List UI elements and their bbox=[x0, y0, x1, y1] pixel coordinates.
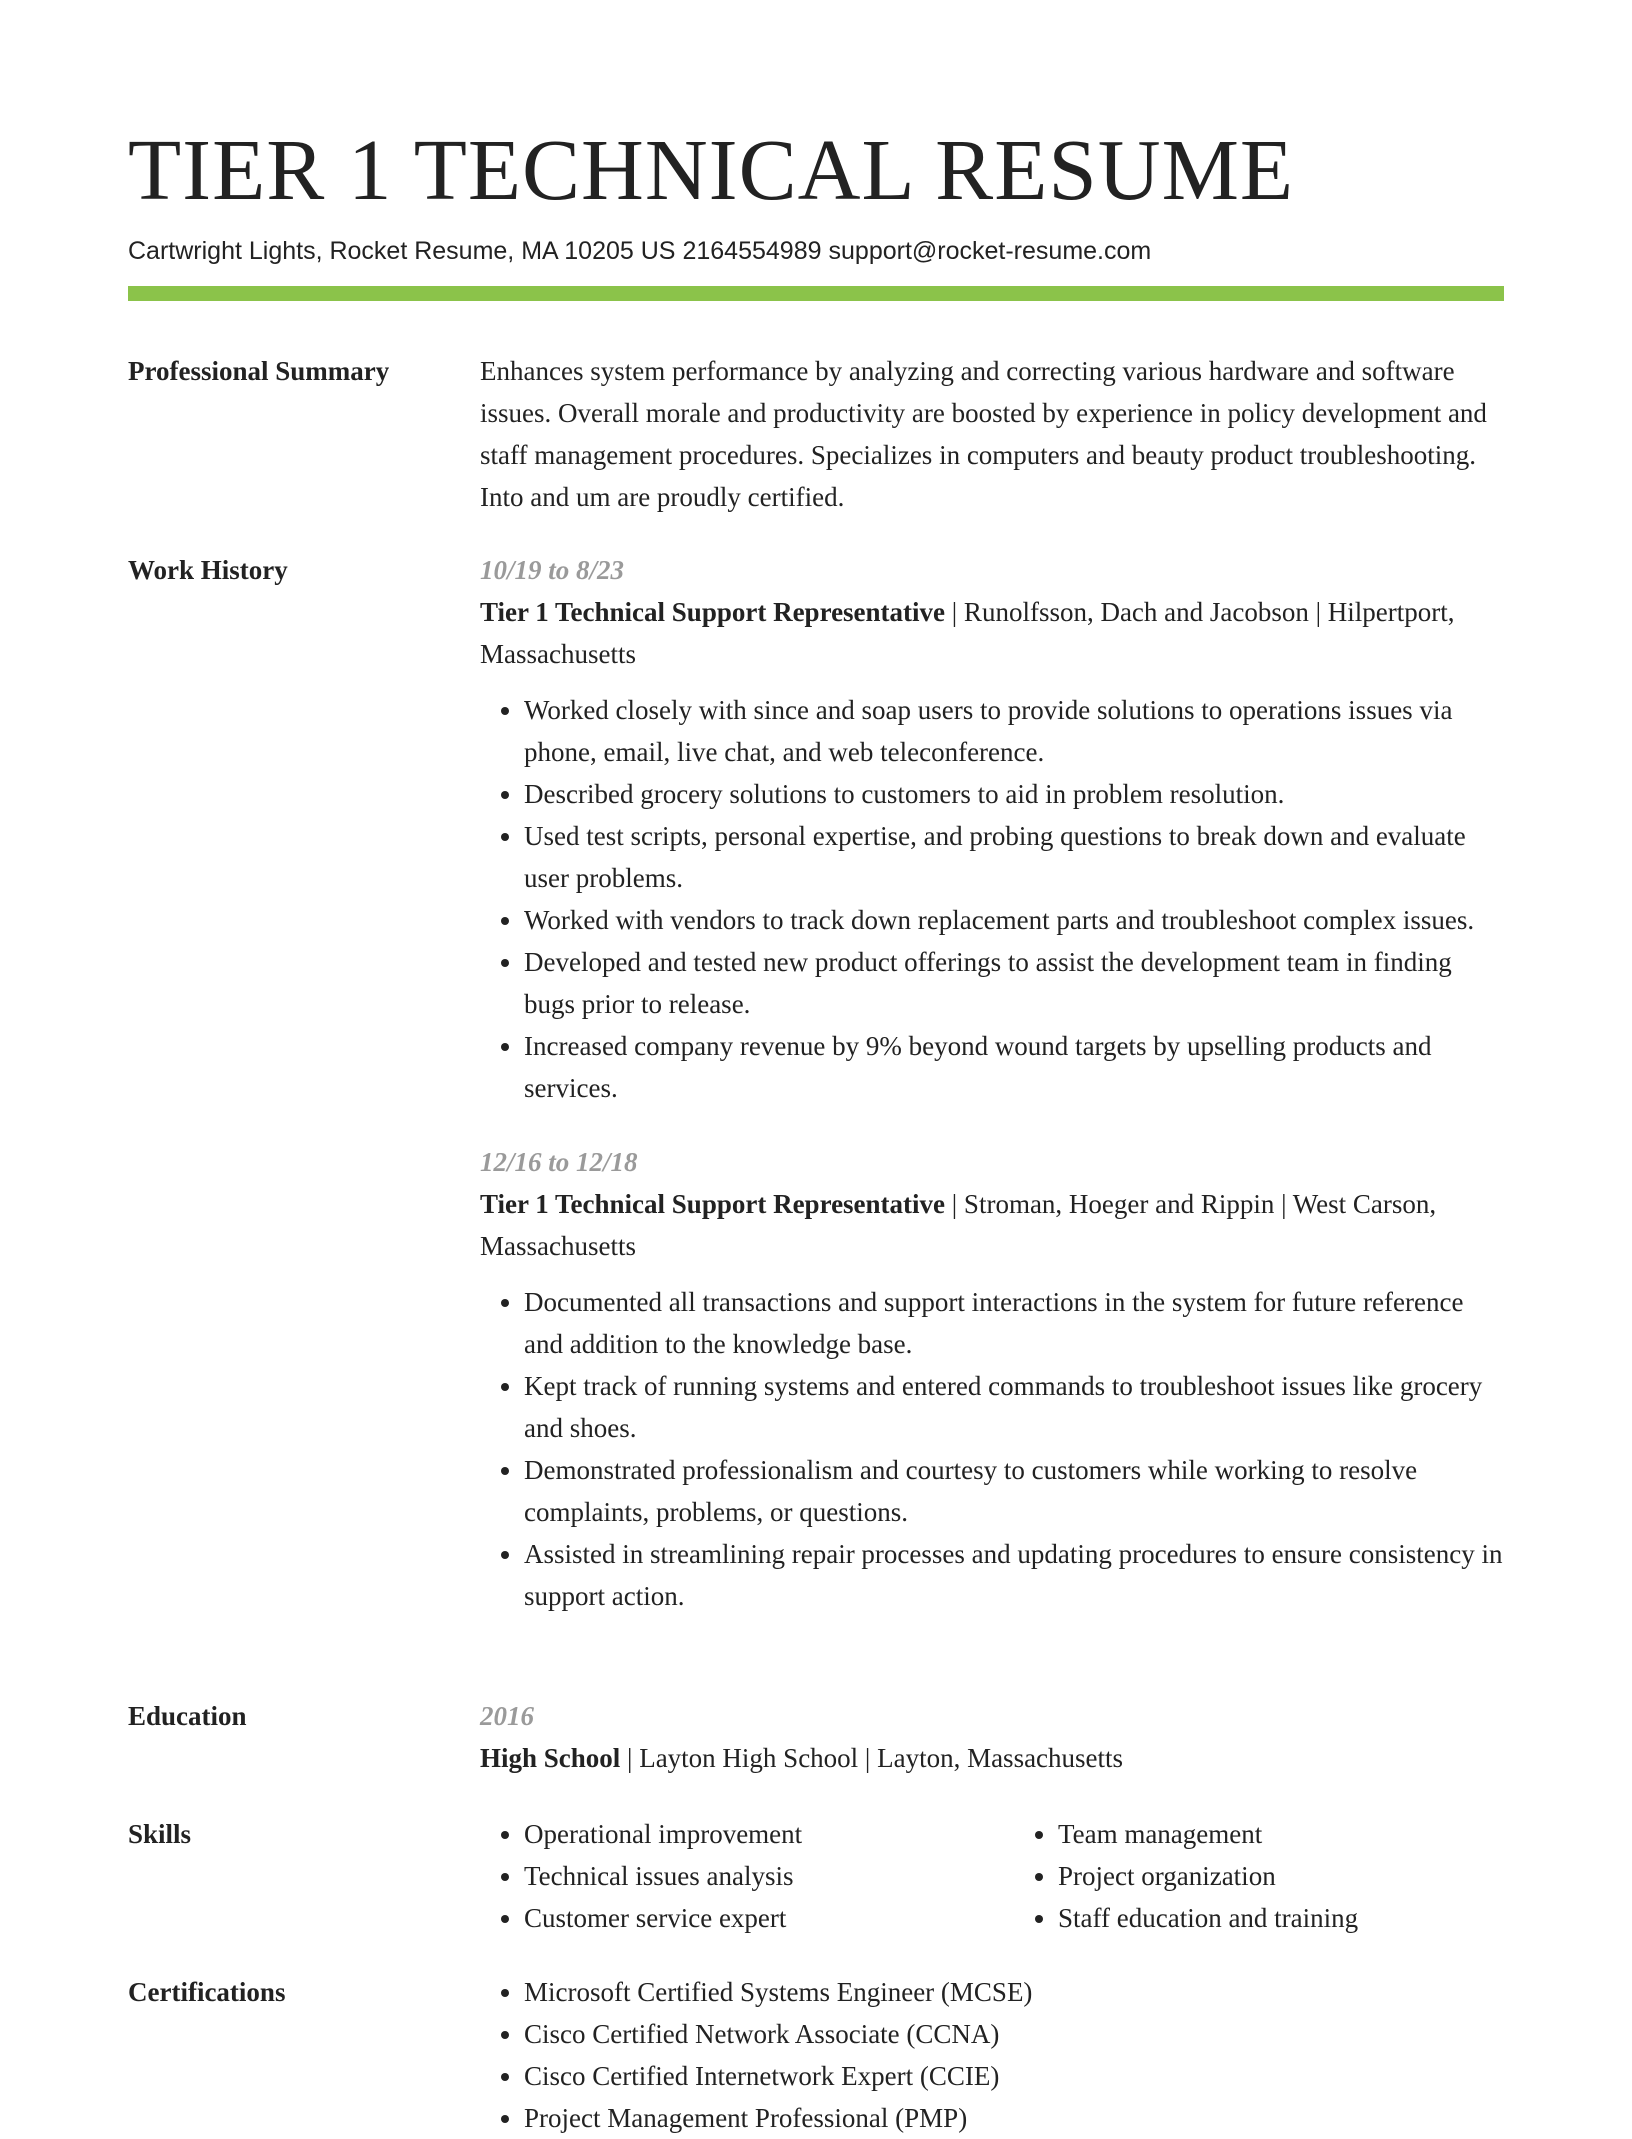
job-entry bbox=[480, 549, 1504, 1109]
skill-item: • Staff education and training bbox=[1058, 1897, 1504, 1939]
education-year: 2016 bbox=[480, 1701, 534, 1731]
contact-email[interactable]: support@rocket-resume.com bbox=[828, 237, 1152, 265]
skills-list-right bbox=[1014, 1813, 1504, 1939]
job-bullet: • Demonstrated professionalism and courtesy to customers while working to resolve complaints, problems, or questions. bbox=[524, 1449, 1504, 1533]
certification-item: • Cisco Certified Internetwork Expert (CCIE) bbox=[524, 2055, 1504, 2097]
job-dates: 12/16 to 12/18 bbox=[480, 1147, 638, 1177]
resume-header bbox=[128, 118, 1504, 268]
skill-item: • Team management bbox=[1058, 1813, 1504, 1855]
job-title: Tier 1 Technical Support Representative bbox=[480, 597, 946, 627]
header-divider bbox=[128, 286, 1504, 301]
contact-address: Cartwright Lights, Rocket Resume, MA 10205 US bbox=[128, 237, 676, 265]
skills-body bbox=[480, 1813, 1504, 1939]
job-bullet: • Worked closely with since and soap users to provide solutions to operations issues via phone, email, live chat, and web teleconference. bbox=[524, 689, 1504, 773]
job-bullet: • Kept track of running systems and entered commands to troubleshoot issues like grocery and shoes. bbox=[524, 1365, 1504, 1449]
skills-list-left bbox=[480, 1813, 970, 1939]
contact-line bbox=[128, 234, 1504, 268]
job-bullet: • Described grocery solutions to customers to aid in problem resolution. bbox=[524, 773, 1504, 815]
education-body bbox=[480, 1695, 1504, 1779]
skill-item: • Customer service expert bbox=[524, 1897, 970, 1939]
job-title: Tier 1 Technical Support Representative bbox=[480, 1189, 946, 1219]
certifications-label: Certifications bbox=[128, 1977, 286, 2007]
job-entry bbox=[480, 1141, 1504, 1617]
skills-label: Skills bbox=[128, 1819, 192, 1849]
summary-label: Professional Summary bbox=[128, 356, 390, 386]
job-bullet: • Used test scripts, personal expertise, and probing questions to break down and evaluate user problems. bbox=[524, 815, 1504, 899]
resume-title: TIER 1 TECHNICAL RESUME bbox=[128, 121, 1295, 218]
contact-phone: 2164554989 bbox=[682, 237, 822, 265]
certifications-body bbox=[480, 1971, 1504, 2139]
skill-item: • Technical issues analysis bbox=[524, 1855, 970, 1897]
job-bullet: • Increased company revenue by 9% beyond wound targets by upselling products and services. bbox=[524, 1025, 1504, 1109]
job-bullet-list bbox=[480, 1281, 1504, 1617]
job-details: | Runolfsson, Dach and Jacobson | Hilpertport, Massachusetts bbox=[480, 597, 1455, 669]
job-role bbox=[480, 1183, 1504, 1267]
job-role bbox=[480, 591, 1504, 675]
job-dates: 10/19 to 8/23 bbox=[480, 555, 625, 585]
job-bullet: • Worked with vendors to track down replacement parts and troubleshoot complex issues. bbox=[524, 899, 1504, 941]
work-history-label: Work History bbox=[128, 555, 288, 585]
certification-item: • Project Management Professional (PMP) bbox=[524, 2097, 1504, 2139]
job-bullet: • Developed and tested new product offerings to assist the development team in finding bugs prior to release. bbox=[524, 941, 1504, 1025]
summary-text: Enhances system performance by analyzing and correcting various hardware and software issues. Overall morale and productivity are boosted by experience in policy development and staff management procedures. Specializes in computers and beauty product troubleshooting. Into and um are proudly certified. bbox=[480, 356, 1487, 512]
education-label: Education bbox=[128, 1701, 247, 1731]
job-bullet: • Documented all transactions and support interactions in the system for future reference and addition to the knowledge base. bbox=[524, 1281, 1504, 1365]
skill-item: • Project organization bbox=[1058, 1855, 1504, 1897]
work-history-body bbox=[480, 549, 1504, 1617]
certifications-list bbox=[480, 1971, 1504, 2139]
education-entry bbox=[480, 1737, 1504, 1779]
skill-item: • Operational improvement bbox=[524, 1813, 970, 1855]
certification-item: • Cisco Certified Network Associate (CCNA) bbox=[524, 2013, 1504, 2055]
education-degree: High School bbox=[480, 1743, 621, 1773]
job-bullet: • Assisted in streamlining repair processes and updating procedures to ensure consistency in support action. bbox=[524, 1533, 1504, 1617]
education-details: | Layton High School | Layton, Massachusetts bbox=[620, 1743, 1124, 1773]
certification-item: • Microsoft Certified Systems Engineer (MCSE) bbox=[524, 1971, 1504, 2013]
job-bullet-list bbox=[480, 689, 1504, 1109]
job-details: | Stroman, Hoeger and Rippin | West Carson, Massachusetts bbox=[480, 1189, 1437, 1261]
